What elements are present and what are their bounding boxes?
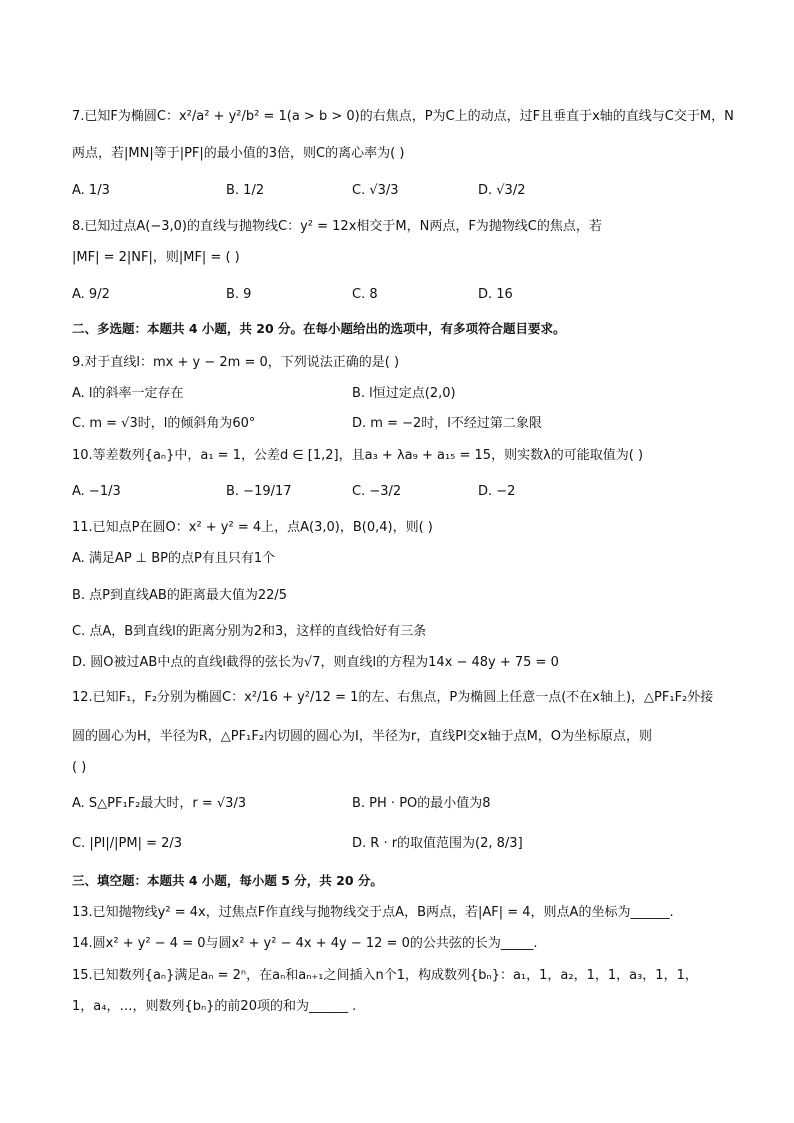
q7-option-d: D. √3/2 [478,183,526,198]
q12-line-1: 12.已知F₁，F₂分别为椭圆C：x²/16 + y²/12 = 1的左、右焦点，P为椭圆上任意一点(不在x轴上)，△PF₁F₂外接 [72,690,714,705]
q9-option-b: B. l恒过定点(2,0) [352,386,456,401]
q7-option-c: C. √3/3 [352,183,399,198]
q10-option-d: D. −2 [478,484,516,499]
q10-option-c: C. −3/2 [352,484,402,499]
q10-option-a: A. −1/3 [72,484,121,499]
q8-line-2: |MF| = 2|NF|，则|MF| = ( ) [72,250,240,265]
q11-option-a: A. 满足AP ⊥ BP的点P有且只有1个 [72,551,276,566]
q9-line-1: 9.对于直线l：mx + y − 2m = 0，下列说法正确的是( ) [72,355,400,370]
q7-option-b: B. 1/2 [226,183,265,198]
q12-line-2: 圆的圆心为H，半径为R，△PF₁F₂内切圆的圆心为I，半径为r，直线PI交x轴于点M，O为坐标原点，则 [72,729,653,744]
q14-line-1: 14.圆x² + y² − 4 = 0与圆x² + y² − 4x + 4y − 12 = 0的公共弦的长为_____. [72,936,538,951]
q13-line-1: 13.已知抛物线y² = 4x，过焦点F作直线与抛物线交于点A，B两点，若|AF| = 4，则点A的坐标为______. [72,905,674,920]
q11-option-b: B. 点P到直线AB的距离最大值为22/5 [72,588,288,603]
q11-line-1: 11.已知点P在圆O：x² + y² = 4上，点A(3,0)，B(0,4)，则( ) [72,520,433,535]
q8-option-c: C. 8 [352,287,378,302]
q7-line-1: 7.已知F为椭圆C：x²/a² + y²/b² = 1(a > b > 0)的右焦点，P为C上的动点，过F且垂直于x轴的直线与C交于M，N [72,109,734,124]
q15-line-2: 1，a₄，…，则数列{bₙ}的前20项的和为______ . [72,999,357,1014]
q12-option-a: A. S△PF₁F₂最大时，r = √3/3 [72,796,247,811]
q8-option-a: A. 9/2 [72,287,110,302]
q8-option-d: D. 16 [478,287,513,302]
q12-line-3: ( ) [72,760,87,775]
q9-option-c: C. m = √3时，l的倾斜角为60° [72,416,256,431]
q11-option-d: D. 圆O被过AB中点的直线l截得的弦长为√7，则直线l的方程为14x − 48y + 75 = 0 [72,655,559,670]
q9-option-a: A. l的斜率一定存在 [72,386,184,401]
q8-option-b: B. 9 [226,287,252,302]
q10-line-1: 10.等差数列{aₙ}中，a₁ = 1，公差d ∈ [1,2]，且a₃ + λa₉ + a₁₅ = 15，则实数λ的可能取值为( ) [72,448,644,463]
q12-option-c: C. |PI|/|PM| = 2/3 [72,836,183,851]
q15-line-1: 15.已知数列{aₙ}满足aₙ = 2ⁿ，在aₙ和aₙ₊₁之间插入n个1，构成数列{bₙ}：a₁，1，a₂，1，1，a₃，1，1， [72,968,698,983]
q8-line-1: 8.已知过点A(−3,0)的直线与抛物线C：y² = 12x相交于M，N两点，F为抛物线C的焦点，若 [72,219,602,234]
q12-option-b: B. PH · PO的最小值为8 [352,796,491,811]
q11-option-c: C. 点A，B到直线l的距离分别为2和3，这样的直线恰好有三条 [72,624,427,639]
section-3-heading: 三、填空题：本题共 4 小题，每小题 5 分，共 20 分。 [72,873,383,888]
q12-option-d: D. R · r的取值范围为(2, 8/3] [352,836,523,851]
section-2-heading: 二、多选题：本题共 4 小题，共 20 分。在每小题给出的选项中，有多项符合题目要求。 [72,321,566,336]
q9-option-d: D. m = −2时，l不经过第二象限 [352,416,542,431]
q7-option-a: A. 1/3 [72,183,110,198]
q10-option-b: B. −19/17 [226,484,292,499]
q7-line-2: 两点，若|MN|等于|PF|的最小值的3倍，则C的离心率为( ) [72,146,405,161]
